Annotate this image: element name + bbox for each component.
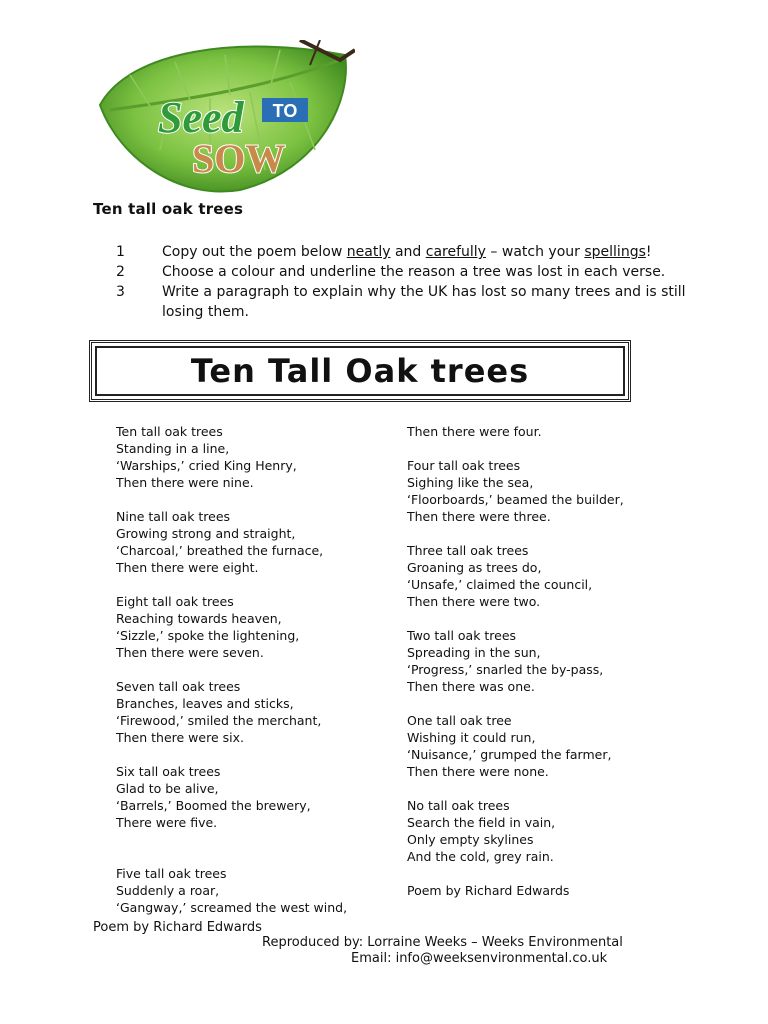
poem-line: Poem by Richard Edwards <box>407 883 570 898</box>
poem-line: Ten tall oak trees <box>116 424 223 439</box>
email-text: Email: info@weeksenvironmental.co.uk <box>351 951 608 966</box>
poem-line: Branches, leaves and sticks, <box>116 696 294 711</box>
instruction-text <box>162 262 696 282</box>
poem-line: Then there were four. <box>407 424 542 439</box>
underlined-word: carefully <box>425 244 486 260</box>
instruction-fragment: and <box>390 244 426 260</box>
poem-line: Then there were nine. <box>116 475 254 490</box>
poem-stanza <box>116 678 386 746</box>
instruction-text <box>162 282 696 322</box>
poem-stanza <box>407 627 687 695</box>
poem-line: Nine tall oak trees <box>116 509 231 524</box>
poem-line: Spreading in the sun, <box>407 645 541 660</box>
seed-to-sow-logo <box>90 40 355 198</box>
poem-line: ‘Warships,’ cried King Henry, <box>116 458 297 473</box>
poem-line: ‘Sizzle,’ spoke the lightening, <box>116 628 300 643</box>
poem-line: Suddenly a roar, <box>116 883 220 898</box>
poem-line: Then there was one. <box>407 679 535 694</box>
poem-line: Only empty skylines <box>407 832 534 847</box>
poem-stanza <box>407 882 687 899</box>
poem-line: Search the field in vain, <box>407 815 556 830</box>
poem-stanza <box>407 542 687 610</box>
poem-stanza <box>407 712 687 780</box>
poem-stanza <box>407 423 687 440</box>
instruction-number: 1 <box>116 244 125 260</box>
instruction-number: 3 <box>116 284 125 300</box>
poem-line: And the cold, grey rain. <box>407 849 554 864</box>
poem-stanza <box>116 865 386 916</box>
poem-line: Four tall oak trees <box>407 458 521 473</box>
poem-line: Then there were two. <box>407 594 541 609</box>
poem-right-column <box>407 423 687 916</box>
underlined-word: neatly <box>346 244 391 260</box>
poem-line: Glad to be alive, <box>116 781 219 796</box>
poem-line: ‘Progress,’ snarled the by-pass, <box>407 662 604 677</box>
poem-line: No tall oak trees <box>407 798 510 813</box>
poem-line: Standing in a line, <box>116 441 230 456</box>
poem-stanza <box>116 508 386 576</box>
poem-line: Then there were three. <box>407 509 551 524</box>
instruction-fragment: Write a paragraph to explain why the UK has lost so many trees and is still losing them. <box>162 284 686 320</box>
poem-line: ‘Charcoal,’ breathed the furnace, <box>116 543 324 558</box>
instruction-number: 2 <box>116 264 125 280</box>
poem-line: Three tall oak trees <box>407 543 529 558</box>
poem-line: ‘Barrels,’ Boomed the brewery, <box>116 798 311 813</box>
poem-title-box <box>89 340 631 402</box>
poem-line: ‘Floorboards,’ beamed the builder, <box>407 492 624 507</box>
poem-credit: Poem by Richard Edwards <box>93 920 262 935</box>
instruction-item <box>116 262 696 282</box>
instruction-fragment: ! <box>645 244 652 260</box>
poem-line: Sighing like the sea, <box>407 475 534 490</box>
poem-line: ‘Gangway,’ screamed the west wind, <box>116 900 348 915</box>
poem-line: ‘Unsafe,’ claimed the council, <box>407 577 593 592</box>
poem-line: Eight tall oak trees <box>116 594 234 609</box>
poem-stanza <box>116 763 386 831</box>
poem-line: There were five. <box>116 815 218 830</box>
poem-line: One tall oak tree <box>407 713 512 728</box>
instruction-item <box>116 242 696 262</box>
poem-line: Five tall oak trees <box>116 866 227 881</box>
logo-text-seed: Seed <box>158 93 244 142</box>
poem-line: Then there were none. <box>407 764 549 779</box>
instruction-text <box>162 242 696 262</box>
instruction-fragment: Choose a colour and underline the reason a tree was lost in each verse. <box>162 264 666 280</box>
instruction-fragment: Copy out the poem below <box>162 244 347 260</box>
instructions-list <box>116 242 696 322</box>
underlined-word: spellings <box>584 244 646 260</box>
leaf-logo-icon <box>90 40 355 198</box>
poem-line: Then there were seven. <box>116 645 264 660</box>
instruction-fragment: – watch your <box>485 244 585 260</box>
poem-line: Seven tall oak trees <box>116 679 241 694</box>
poem-stanza <box>407 797 687 865</box>
poem-line: Then there were eight. <box>116 560 259 575</box>
poem-line: ‘Nuisance,’ grumped the farmer, <box>407 747 612 762</box>
poem-line: Groaning as trees do, <box>407 560 542 575</box>
logo-text-to: TO <box>272 101 298 121</box>
page-heading: Ten tall oak trees <box>93 200 244 218</box>
poem-line: ‘Firewood,’ smiled the merchant, <box>116 713 322 728</box>
poem-stanza <box>116 423 386 491</box>
poem-line: Reaching towards heaven, <box>116 611 282 626</box>
poem-line: Two tall oak trees <box>407 628 517 643</box>
poem-title: Ten Tall Oak trees <box>95 346 625 396</box>
reproduced-by-text: Reproduced by: Lorraine Weeks – Weeks Environmental <box>262 935 623 950</box>
poem-stanza <box>116 593 386 661</box>
logo-text-sow: SOW <box>192 136 286 181</box>
poem-line: Wishing it could run, <box>407 730 536 745</box>
reproduction-credit <box>262 935 623 967</box>
poem-left-column <box>116 423 386 933</box>
instruction-item <box>116 282 696 322</box>
poem-line: Six tall oak trees <box>116 764 221 779</box>
poem-stanza <box>407 457 687 525</box>
poem-line: Growing strong and straight, <box>116 526 296 541</box>
poem-line: Then there were six. <box>116 730 244 745</box>
